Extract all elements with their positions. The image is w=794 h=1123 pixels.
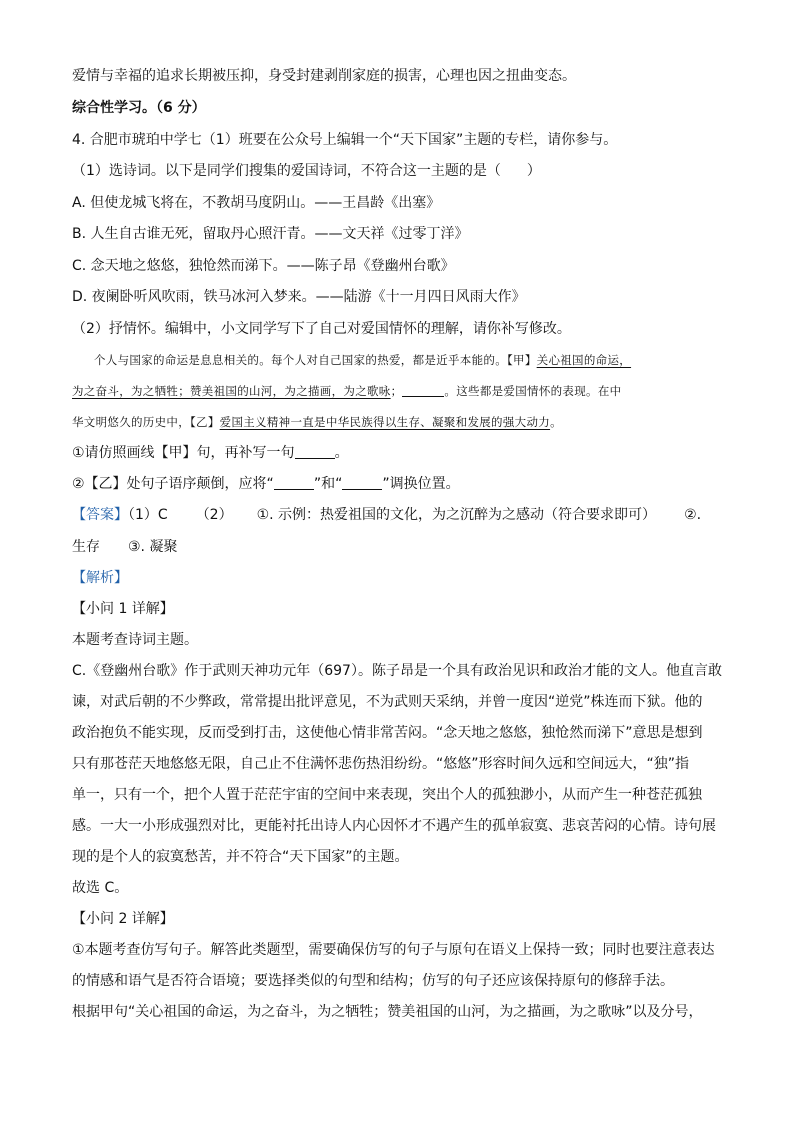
underlined-sentence-jia: 关心祖国的命运， <box>536 353 632 367</box>
task-1 <box>72 443 732 463</box>
answer-line <box>72 505 732 525</box>
answer-2-2: 生存 <box>72 539 100 555</box>
sub-heading-1: 【小问 1 详解】 <box>72 601 174 617</box>
question-text-end: ） <box>526 163 541 179</box>
answer-2: （2） <box>195 507 233 523</box>
analysis-text: 的情感和语气是否符合语境；要选择类似的句型和结构；仿写的句子还应该保持原句的修辞手法。 <box>72 973 674 989</box>
analysis-text: 政治抱负不能实现，反而受到打击，这使他心情非常苦闷。“念天地之悠悠，独怆然而涕下”意思是想到 <box>72 725 703 741</box>
analysis-text: 单一，只有一个，把个人置于茫茫宇宙的空间中来表现，突出个人的孤独渺小，从而产生一种苍茫孤独 <box>72 787 702 803</box>
analysis-text: 根据甲句“关心祖国的命运，为之奋斗，为之牺牲；赞美祖国的山河，为之描画，为之歌咏”以及分号， <box>72 1004 703 1020</box>
analysis-text: 现的是个人的寂寞愁苦，并不符合“天下国家”的主题。 <box>72 849 409 865</box>
passage-line-1 <box>94 350 732 370</box>
analysis-text: 只有那苍茫天地悠悠无限，自己止不住满怀悲伤热泪纷纷。“悠悠”形容时间久远和空间远大，“独”指 <box>72 756 690 772</box>
fill-blank <box>342 475 382 490</box>
option-a: A. 但使龙城飞将在，不教胡马度阴山。——王昌龄《出塞》 <box>72 195 441 211</box>
passage-line-3 <box>72 412 732 432</box>
analysis-text: 本题考查诗词主题。 <box>72 632 198 648</box>
text-line: 爱情与幸福的追求长期被压抑，身受封建剥削家庭的损害，心理也因之扭曲变态。 <box>72 68 576 84</box>
section-heading: 综合性学习。（6 分） <box>72 100 206 116</box>
underlined-sentence-jia-cont: 为之奋斗，为之牺牲；赞美祖国的山河，为之描画，为之歌咏 <box>72 384 391 398</box>
analysis-text: 谏，对武后朝的不少弊政，常常提出批评意见，不为武则天采纳，并曾一度因“逆党”株连而下狱。他的 <box>72 694 703 710</box>
fill-blank <box>274 475 314 490</box>
task-text: 。 <box>334 445 349 461</box>
analysis-text: ①本题考查仿写句子。解答此类题型，需要确保仿写的句子与原句在语义上保持一致；同时也要注意表达 <box>72 942 715 958</box>
analysis-text: 故选 C。 <box>72 880 129 896</box>
answer-2-3: ③. 凝聚 <box>128 539 178 555</box>
answer-1: （1）C <box>128 507 168 523</box>
answer-2-1: ①. 示例：热爱祖国的文化，为之沉醉为之感动（符合要求即可） <box>256 507 657 523</box>
option-d: D. 夜阑卧听风吹雨，铁马冰河入梦来。——陆游《十一月四日风雨大作》 <box>72 289 526 305</box>
analysis-text: C.《登幽州台歌》作于武则天神功元年（697）。陈子昂是一个具有政治见识和政治才能的文人。他直言敢 <box>72 663 722 679</box>
answer-label: 【答案】 <box>72 507 128 523</box>
analysis-label: 【解析】 <box>72 570 128 586</box>
passage-text: 华文明悠久的历史中，【乙】 <box>72 415 220 429</box>
task-text: ”和“ <box>313 476 343 492</box>
fill-blank <box>295 444 335 459</box>
answer-line-2 <box>72 537 732 557</box>
question-text: （1）选诗词。以下是同学们搜集的爱国诗词，不符合这一主题的是（ <box>72 163 501 179</box>
sub-heading-2: 【小问 2 详解】 <box>72 911 174 927</box>
passage-text: 个人与国家的命运是息息相关的。每个人对自己国家的热爱，都是近乎本能的。【甲】 <box>94 353 537 367</box>
passage-text: ； <box>390 384 403 398</box>
option-c: C. 念天地之悠悠，独怆然而涕下。——陈子昂《登幽州台歌》 <box>72 258 455 274</box>
fill-blank <box>402 382 444 397</box>
task-2 <box>72 474 732 494</box>
option-b: B. 人生自古谁无死，留取丹心照汗青。——文天祥《过零丁洋》 <box>72 226 469 242</box>
question-4-1 <box>72 161 732 181</box>
passage-text: 。这些都是爱国情怀的表现。在中 <box>444 384 622 398</box>
underlined-sentence-yi: 爱国主义精神一直是中华民族得以生存、凝聚和发展的强大动力 <box>219 415 551 429</box>
task-text: ”调换位置。 <box>382 476 460 492</box>
answer-2-2-label: ②. <box>684 507 702 523</box>
task-text: ②【乙】处句子语序颠倒，应将“ <box>72 476 274 492</box>
analysis-text: 感。一大一小形成强烈对比，更能衬托出诗人内心因怀才不遇产生的孤单寂寞、悲哀苦闷的心情。诗句展 <box>72 818 716 834</box>
question-4-2: （2）抒情怀。编辑中，小文同学写下了自己对爱国情怀的理解，请你补写修改。 <box>72 321 571 337</box>
passage-line-2 <box>72 381 732 401</box>
task-text: ①请仿照画线【甲】句，再补写一句 <box>72 445 295 461</box>
question-4: 4. 合肥市琥珀中学七（1）班要在公众号上编辑一个“天下国家”主题的专栏，请你参与。 <box>72 132 618 148</box>
passage-text: 。 <box>550 415 562 429</box>
